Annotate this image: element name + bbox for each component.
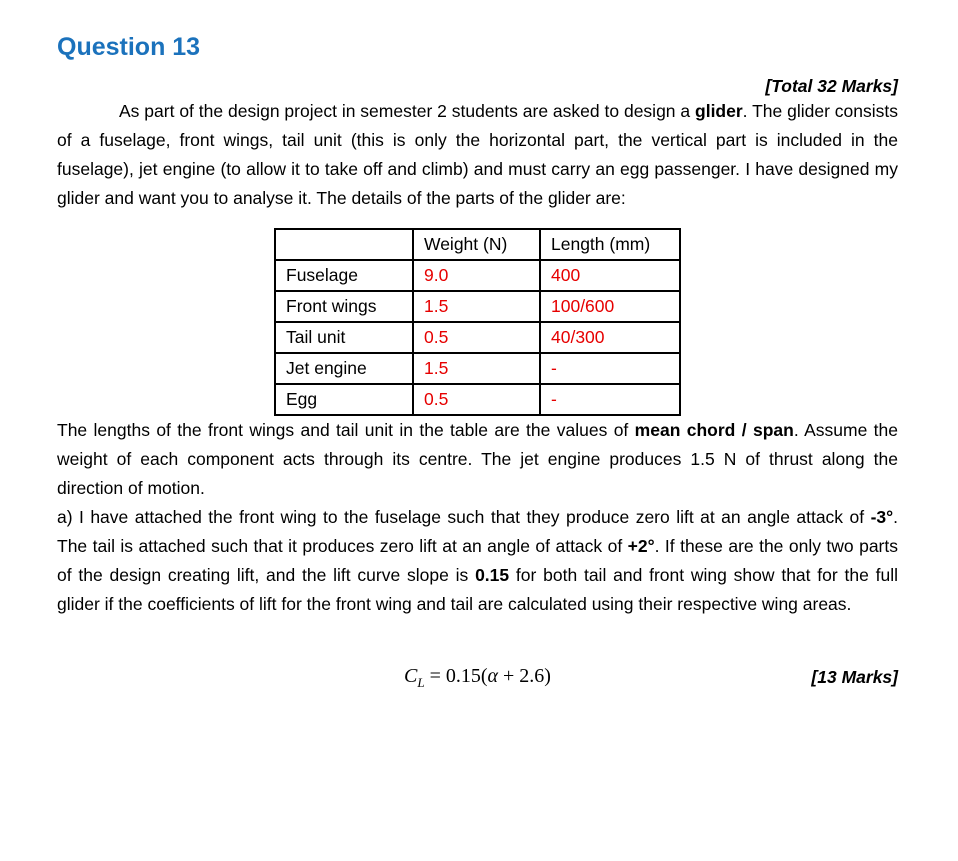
cell-part: Jet engine	[275, 353, 413, 384]
cell-weight: 1.5	[413, 291, 540, 322]
table-row	[275, 322, 680, 353]
table-header-row	[275, 229, 680, 260]
parts-table-body	[275, 260, 680, 415]
cell-weight: 9.0	[413, 260, 540, 291]
cell-weight: 1.5	[413, 353, 540, 384]
part-a-paragraph: a) I have attached the front wing to the fuselage such that they produce zero lift at an angle attack of -3°. The tail is attached such that it produces zero lift at an angle of attack of +2°. If these are the only two parts of the design creating lift, and the lift curve slope is 0.15 for both tail and front wing show that for the full glider if the coefficients of lift for the front wing and tail are calculated using their respective wing areas.	[57, 506, 898, 614]
cell-length: -	[540, 353, 680, 384]
cell-part: Front wings	[275, 291, 413, 322]
notes-paragraph: The lengths of the front wings and tail unit in the table are the values of mean chord / span. Assume the weight of each component acts through its centre. The jet engine produces 1.5 N of thrust along the direction of motion.	[57, 419, 899, 498]
cell-length: 400	[540, 260, 680, 291]
cell-weight: 0.5	[413, 322, 540, 353]
header-length: Length (mm)	[540, 229, 680, 260]
cell-weight: 0.5	[413, 384, 540, 415]
total-marks: [Total 32 Marks]	[765, 75, 898, 96]
cell-part: Tail unit	[275, 322, 413, 353]
part-a-marks: [13 Marks]	[811, 666, 898, 687]
header-empty	[275, 229, 413, 260]
lift-coefficient-formula: $C_L = 0.15(\alpha + 2.6)$	[404, 664, 551, 690]
header-weight: Weight (N)	[413, 229, 540, 260]
table-row	[275, 260, 680, 291]
question-title: Question 13	[57, 33, 201, 61]
table-row	[275, 384, 680, 415]
cell-length: 100/600	[540, 291, 680, 322]
cell-part: Fuselage	[275, 260, 413, 291]
cell-length: -	[540, 384, 680, 415]
formula-row	[57, 665, 898, 697]
parts-table	[274, 228, 681, 416]
cell-length: 40/300	[540, 322, 680, 353]
table-row	[275, 353, 680, 384]
table-row	[275, 291, 680, 322]
cell-part: Egg	[275, 384, 413, 415]
intro-paragraph: As part of the design project in semester 2 students are asked to design a glider. The glider consists of a fuselage, front wings, tail unit (this is only the horizontal part, the vertical part is included in the fuselage), jet engine (to allow it to take off and climb) and must carry an egg passenger. I have designed my glider and want you to analyse it. The details of the parts of the glider are:	[57, 100, 898, 208]
